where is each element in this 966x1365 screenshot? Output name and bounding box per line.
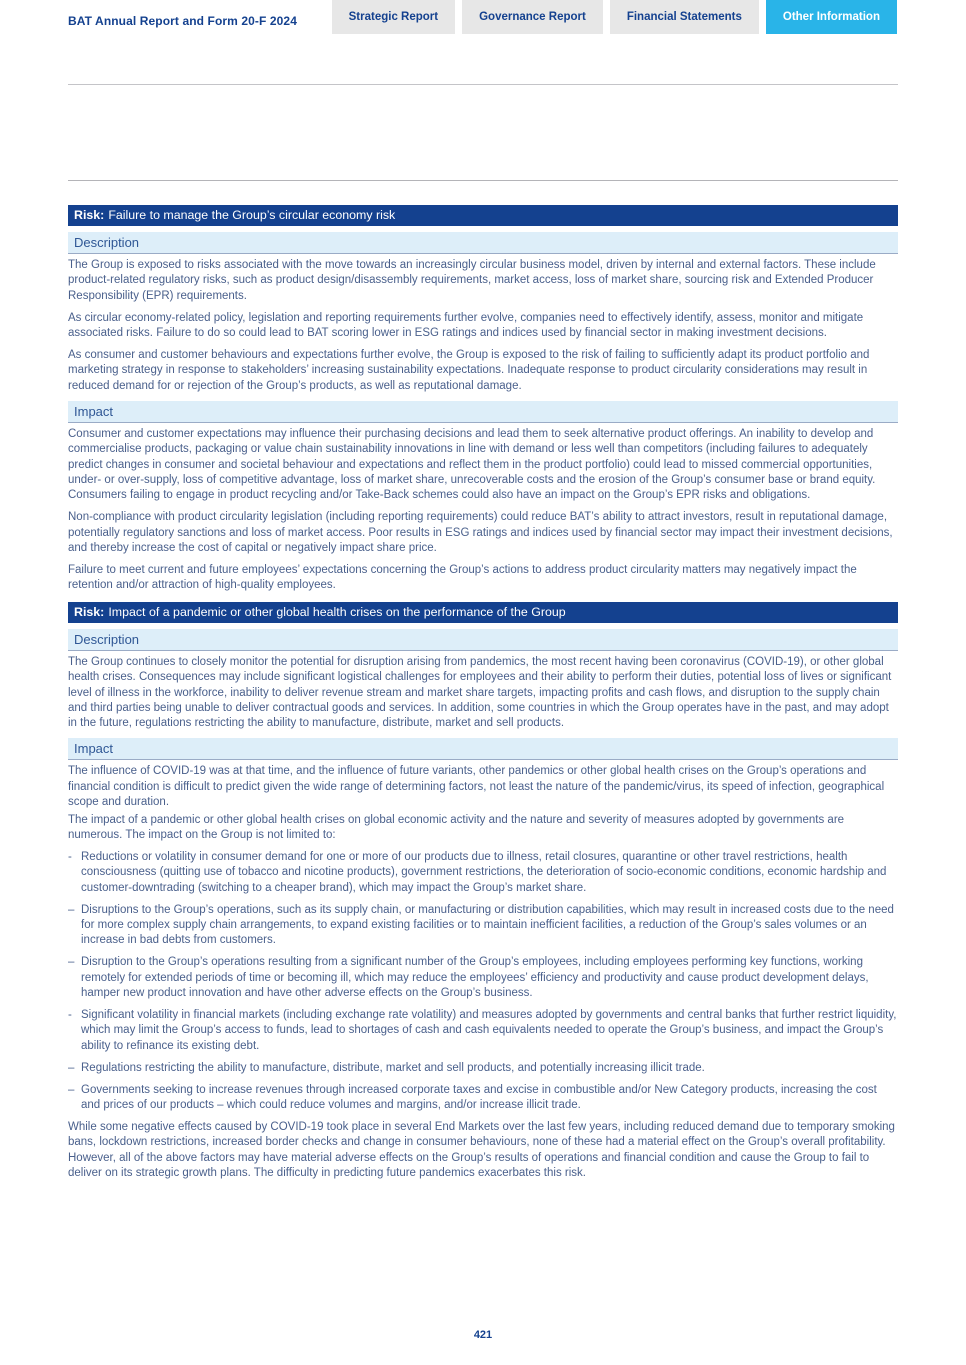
header-divider-bottom (68, 180, 898, 181)
paragraph: Consumer and customer expectations may influence their purchasing decisions and lead them to seek alternative product offerings. An inability to develop and commercialise products, packaging or value chain sustainability innovations in line with demand or less well than competitors (including failures to adequately predict changes in consumer and societal behaviour and expectations and reflect them in the product portfolio) could lead to missed commercial opportunities, under- or over-supply, loss of competitive advantage, loss of market share, unrecoverable costs and the erosion of the Group’s consumer base or brand equity. Consumers failing to engage in product recycling and/or Take-Back schemes could also have an impact on the Group’s EPR risks and obligations. (68, 427, 876, 502)
risk-label: Risk: (74, 604, 105, 619)
impact-body (68, 764, 898, 1181)
description-heading: Description (68, 232, 898, 254)
list-item (68, 903, 898, 949)
paragraph: Failure to meet current and future employees’ expectations concerning the Group’s actions to address product circularity matters may negatively impact the retention and/or attraction of high-quality employees. (68, 564, 857, 592)
impact-heading: Impact (68, 401, 898, 423)
header-divider-top (68, 84, 898, 85)
bullet-text: Significant volatility in financial markets (including exchange rate volatility) and measures adopted by governments and central banks that further restrict liquidity, which may limit the Group’s access to funds, lead to shortages of cash and cash equivalents needed to operate the Group’s business, and impact the Group’s ability to refinance its existing debt. (81, 1009, 897, 1052)
paragraph: As circular economy-related policy, legislation and reporting requirements further evolve, companies need to effectively identify, assess, monitor and mitigate associated risks. Failure to do so could lead to BAT scoring lower in ESG ratings and indices used by financial sector in making investment decisions. (68, 311, 864, 340)
description-body (68, 258, 898, 394)
list-item (68, 955, 898, 1001)
bullet-dash: - (68, 1009, 72, 1022)
tab-financial-statements[interactable]: Financial Statements (610, 0, 759, 34)
paragraph: The Group continues to closely monitor the potential for disruption arising from pandemics, the most recent having been coronavirus (COVID-19), or other global health crises. Consequences may include significant logistical challenges for employees and their ability to perform their duties, potential loss of lives or significant level of illness in the workforce, inability to deliver revenue stream and market share targets, impacting profits and cash flows, and disruption to the supply chain and third parties being unable to deliver contractual goods and services. In addition, some countries in which the Group operates have in the past, and may adopt in the future, regulations restricting the ability to manufacture, distribute, market and sell products. (68, 655, 892, 730)
paragraph: As consumer and customer behaviours and expectations further evolve, the Group is exposed to the risk of failing to sufficiently adapt its product portfolio and marketing strategy in response to stakeholders’ increasing sustainability expectations. Inadequate response to product circularity considerations may result in reduced demand for or rejection of the Group’s products, as well as reputational damage. (68, 349, 870, 392)
tab-other-information[interactable]: Other Information (766, 0, 897, 34)
list-item (68, 1008, 898, 1054)
paragraph: Non-compliance with product circularity legislation (including reporting requirements) could reduce BAT’s ability to attract investors, result in reputational damage, potentially regulatory sanctions and loss of market access. Poor results in ESG ratings and indices used by financial sector may impact their investment decisions, and thereby increase the cost of capital or negatively impact share price. (68, 511, 893, 555)
list-item (68, 1061, 898, 1076)
bullet-dash: – (68, 903, 75, 916)
risk-title: Failure to manage the Group’s circular economy risk (108, 208, 396, 222)
risk-header-circular-economy (68, 205, 898, 226)
risk-title: Impact of a pandemic or other global health crises on the performance of the Group (108, 604, 566, 619)
tab-strategic-report[interactable]: Strategic Report (332, 0, 455, 34)
page-content (68, 205, 898, 1188)
list-item (68, 850, 898, 896)
paragraph: While some negative effects caused by COVID-19 took place in several End Markets over the last few years, including reduced demand due to temporary smoking bans, lockdown restrictions, increased border checks and change in consumer behaviours, none of these had a material effect on the Group’s overall profitability. However, all of the above factors may have material adverse effects on the Group’s results of operations and financial condition and cause the Group to fail to deliver on its strategic growth plans. The difficulty in predicting future pandemics exacerbates this risk. (68, 1120, 895, 1180)
bullet-text: Disruption to the Group’s operations resulting from a significant number of the Group’s employees, including employees performing key functions, working remotely for extended periods of time or becoming ill, which may reduce the employees’ efficiency and productivity and cause product development delays, hamper new product innovation and have other adverse effects on the Group’s business. (81, 956, 869, 1000)
bullet-text: Reductions or volatility in consumer demand for one or more of our products due to illness, retail closures, quarantine or other travel restrictions, health consciousness (quitting use of tobacco and nicotine products), government restrictions, the deterioration of socio-economic conditions, economic hardship and customer-downtrading (switching to a cheaper brand), which may impact the Group’s market share. (81, 850, 887, 894)
impact-heading: Impact (68, 738, 898, 760)
impact-body (68, 427, 898, 594)
tab-governance-report[interactable]: Governance Report (462, 0, 603, 34)
bullet-dash: – (68, 1083, 75, 1096)
report-nav-tabs (332, 0, 897, 34)
paragraph: The Group is exposed to risks associated with the move towards an increasingly circular business model, driven by internal and external factors. These include product-related regulatory risks, such as product design/disassembly requirements, market access, loss of market share, sourcing risk and Extended Producer Responsibility (EPR) requirements. (68, 259, 876, 302)
risk-header-pandemic (68, 602, 898, 623)
bullet-dash: – (68, 1061, 75, 1074)
risk-label: Risk: (74, 208, 105, 222)
bullet-dash: – (68, 956, 75, 969)
paragraph: The impact of a pandemic or other global health crises on global economic activity and the nature and severity of measures adopted by governments are numerous. The impact on the Group is not limited to: (68, 813, 845, 841)
bullet-dash: - (68, 850, 72, 863)
bullet-text: Disruptions to the Group’s operations, such as its supply chain, or manufacturing or distribution capabilities, which may result in increased costs due to the need for more complex supply chain arrangements, to expand existing facilities or to maintain inefficient facilities, a reduction of the Group’s sales volumes or an increase in bad debts from customers. (81, 903, 894, 947)
description-body (68, 655, 898, 732)
bullet-text: Governments seeking to increase revenues through increased corporate taxes and excise in combustible and/or New Category products, increasing the cost and prices of our products – which could reduce volumes and margins, and/or increase illicit trade. (81, 1083, 877, 1112)
page-number: 421 (473, 1329, 493, 1341)
bullet-text: Regulations restricting the ability to manufacture, distribute, market and sell products, and potentially increasing illicit trade. (81, 1061, 705, 1074)
description-heading: Description (68, 629, 898, 651)
report-title: BAT Annual Report and Form 20-F 2024 (68, 14, 297, 28)
paragraph: The influence of COVID-19 was at that time, and the influence of future variants, other pandemics or other global health crises on the Group’s operations and financial condition is difficult to predict given the wide range of determining factors, not least the nature of the pandemic/virus, its speed of infection, geographical scope and duration. (68, 765, 885, 809)
list-item (68, 1083, 898, 1114)
